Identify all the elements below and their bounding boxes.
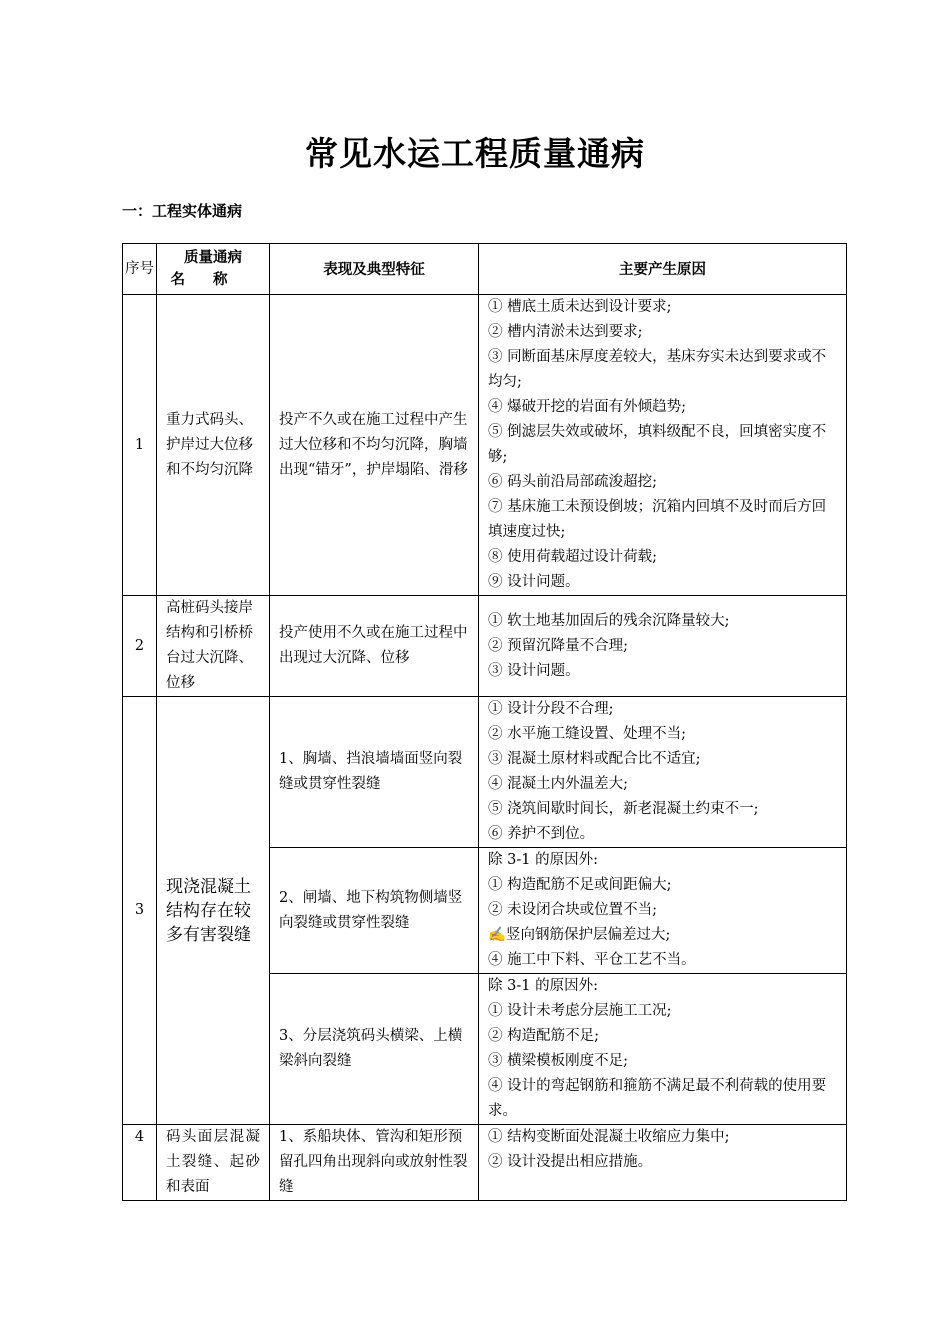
row-features: 3、分层浇筑码头横梁、上横梁斜向裂缝 <box>270 974 479 1125</box>
cause-item: ⑧ 使用荷载超过设计荷载; <box>488 549 657 565</box>
cause-item: ⑤ 浇筑间歇时间长，新老混凝土约束不一; <box>488 801 759 817</box>
row-causes <box>479 848 847 974</box>
cause-item: ③ 同断面基床厚度差较大，基床夯实未达到要求或不均匀; <box>488 349 827 390</box>
cause-item: ③ 横梁模板刚度不足; <box>488 1053 628 1069</box>
row-features: 1、系船块体、管沟和矩形预留孔四角出现斜向或放射性裂缝 <box>270 1125 479 1201</box>
section-heading: 一：工程实体通病 <box>122 202 243 220</box>
cause-item: ④ 设计的弯起钢筋和箍筋不满足最不利荷载的使用要求。 <box>488 1078 827 1119</box>
row-seq: 4 <box>123 1125 157 1201</box>
row-name: 码头面层混凝土裂缝、起砂和表面 <box>157 1125 270 1201</box>
row-name: 现浇混凝土结构存在较多有害裂缝 <box>157 697 270 1125</box>
cause-item: ② 构造配筋不足; <box>488 1028 599 1044</box>
row-features: 投产使用不久或在施工过程中出现过大沉降、位移 <box>270 596 479 697</box>
cause-item: ① 设计分段不合理; <box>488 701 614 717</box>
cause-item: ② 水平施工缝设置、处理不当; <box>488 726 686 742</box>
row-causes <box>479 596 847 697</box>
table-row <box>123 1125 847 1201</box>
header-features: 表现及典型特征 <box>270 244 479 295</box>
header-name-line1: 质量通病 <box>184 249 242 266</box>
row-seq: 1 <box>123 295 157 596</box>
cause-item: ⑥ 码头前沿局部疏浚超挖; <box>488 474 657 490</box>
cause-item: ① 构造配筋不足或间距偏大; <box>488 877 672 893</box>
cause-item: 除 3-1 的原因外: <box>488 852 598 868</box>
header-seq-label: 序号 <box>125 261 154 277</box>
row-seq: 3 <box>123 697 157 1125</box>
cause-item: ④ 施工中下料、平仓工艺不当。 <box>488 952 696 968</box>
cause-item: ④ 爆破开挖的岩面有外倾趋势; <box>488 399 686 415</box>
cause-item: ⑤ 倒滤层失效或破坏，填料级配不良，回填密实度不够; <box>488 424 827 465</box>
cause-item: ④ 混凝土内外温差大; <box>488 776 628 792</box>
row-features: 2、闸墙、地下构筑物侧墙竖向裂缝或贯穿性裂缝 <box>270 848 479 974</box>
row-causes <box>479 697 847 848</box>
table-row <box>123 596 847 697</box>
cause-item: ⑥ 养护不到位。 <box>488 826 595 842</box>
cause-item: ③ 混凝土原材料或配合比不适宜; <box>488 751 701 767</box>
cause-item: ③ 设计问题。 <box>488 662 580 679</box>
cause-item: ① 设计未考虑分层施工工况; <box>488 1003 672 1019</box>
header-name-line2: 名称 <box>170 271 256 288</box>
row-name: 高桩码头接岸结构和引桥桥台过大沉降、位移 <box>157 596 270 697</box>
row-features: 投产不久或在施工过程中产生过大位移和不均匀沉降，胸墙出现“错牙”，护岸塌陷、滑移 <box>270 295 479 596</box>
table-row <box>123 295 847 596</box>
cause-item: ⑦ 基床施工未预设倒坡；沉箱内回填不及时而后方回填速度过快; <box>488 499 827 540</box>
row-seq: 2 <box>123 596 157 697</box>
table-header-row <box>123 244 847 295</box>
row-features: 1、胸墙、挡浪墙墙面竖向裂缝或贯穿性裂缝 <box>270 697 479 848</box>
header-seq <box>123 244 157 295</box>
table-row <box>123 697 847 848</box>
row-causes <box>479 1125 847 1201</box>
cause-item: 除 3-1 的原因外: <box>488 978 598 994</box>
header-name <box>157 244 270 295</box>
cause-item: ② 槽内清淤未达到要求; <box>488 324 643 340</box>
cause-item: ① 结构变断面处混凝土收缩应力集中; <box>488 1129 730 1145</box>
defects-table <box>122 243 847 1201</box>
page-title: 常见水运工程质量通病 <box>305 134 645 173</box>
cause-item: ② 预留沉降量不合理; <box>488 637 628 654</box>
cause-item: ② 未设闭合块或位置不当; <box>488 902 657 918</box>
cause-item: ① 槽底土质未达到设计要求; <box>488 299 672 315</box>
cause-item: ② 设计没提出相应措施。 <box>488 1154 653 1170</box>
row-causes <box>479 974 847 1125</box>
row-causes <box>479 295 847 596</box>
cause-item: ✍竖向钢筋保护层偏差过大; <box>488 927 671 943</box>
cause-item: ⑨ 设计问题。 <box>488 574 580 590</box>
header-causes: 主要产生原因 <box>479 244 847 295</box>
cause-item: ① 软土地基加固后的残余沉降量较大; <box>488 612 730 629</box>
row-name: 重力式码头、护岸过大位移和不均匀沉降 <box>157 295 270 596</box>
